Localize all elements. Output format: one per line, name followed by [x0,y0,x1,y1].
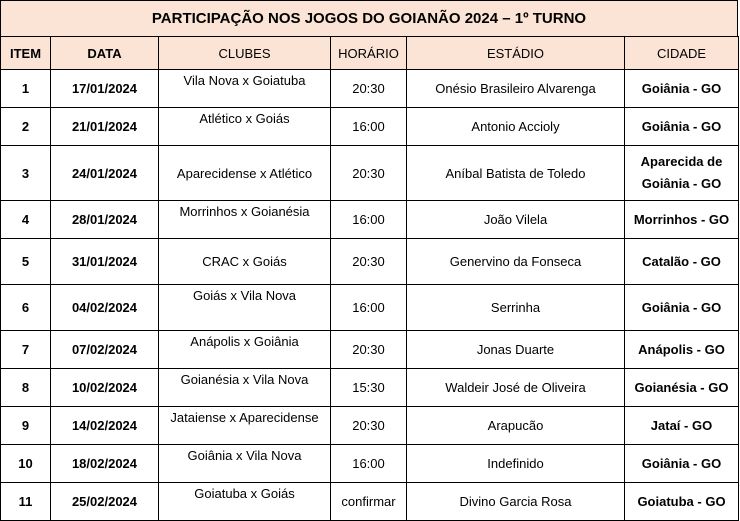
cell-time: 16:00 [331,201,407,239]
cell-item: 11 [1,483,51,521]
table-row [1,407,739,445]
cell-city: Goiânia - GO [625,108,739,146]
games-table [0,36,739,521]
cell-time: 20:30 [331,70,407,108]
cell-clubs: CRAC x Goiás [159,239,331,285]
cell-item: 6 [1,285,51,331]
cell-city: Morrinhos - GO [625,201,739,239]
cell-city: Aparecida de Goiânia - GO [625,146,739,201]
cell-stadium: Serrinha [407,285,625,331]
cell-time: 15:30 [331,369,407,407]
cell-date: 31/01/2024 [51,239,159,285]
cell-date: 28/01/2024 [51,201,159,239]
cell-time: 16:00 [331,285,407,331]
cell-city: Jataí - GO [625,407,739,445]
cell-item: 4 [1,201,51,239]
cell-date: 18/02/2024 [51,445,159,483]
cell-time: 20:30 [331,407,407,445]
cell-item: 9 [1,407,51,445]
cell-item: 10 [1,445,51,483]
cell-time: 20:30 [331,146,407,201]
cell-date: 07/02/2024 [51,331,159,369]
page-title: PARTICIPAÇÃO NOS JOGOS DO GOIANÃO 2024 – 1º TURNO [0,0,738,36]
cell-clubs: Goiânia x Vila Nova [159,445,331,483]
cell-stadium: Waldeir José de Oliveira [407,369,625,407]
cell-date: 24/01/2024 [51,146,159,201]
cell-clubs: Goiás x Vila Nova [159,285,331,331]
cell-clubs: Jataiense x Aparecidense [159,407,331,445]
cell-date: 14/02/2024 [51,407,159,445]
cell-city: Goianésia - GO [625,369,739,407]
cell-city: Goiatuba - GO [625,483,739,521]
table-row [1,108,739,146]
header-data: DATA [51,37,159,70]
cell-city: Goiânia - GO [625,285,739,331]
cell-date: 25/02/2024 [51,483,159,521]
table-row [1,369,739,407]
table-row [1,239,739,285]
header-horario: HORÁRIO [331,37,407,70]
cell-city: Goiânia - GO [625,70,739,108]
header-cidade: CIDADE [625,37,739,70]
cell-stadium: Genervino da Fonseca [407,239,625,285]
table-row [1,331,739,369]
cell-time: 16:00 [331,108,407,146]
cell-stadium: Onésio Brasileiro Alvarenga [407,70,625,108]
cell-clubs: Morrinhos x Goianésia [159,201,331,239]
table-row [1,445,739,483]
cell-stadium: Indefinido [407,445,625,483]
header-estadio: ESTÁDIO [407,37,625,70]
table-row [1,201,739,239]
cell-date: 04/02/2024 [51,285,159,331]
header-clubes: CLUBES [159,37,331,70]
cell-clubs: Vila Nova x Goiatuba [159,70,331,108]
header-item: ITEM [1,37,51,70]
table-row [1,146,739,201]
cell-date: 17/01/2024 [51,70,159,108]
cell-clubs: Aparecidense x Atlético [159,146,331,201]
cell-stadium: Antonio Accioly [407,108,625,146]
cell-date: 10/02/2024 [51,369,159,407]
header-row [1,37,739,70]
cell-time: confirmar [331,483,407,521]
cell-item: 1 [1,70,51,108]
cell-date: 21/01/2024 [51,108,159,146]
cell-city: Goiânia - GO [625,445,739,483]
cell-time: 16:00 [331,445,407,483]
cell-city: Anápolis - GO [625,331,739,369]
table-row [1,483,739,521]
cell-item: 3 [1,146,51,201]
table-row [1,285,739,331]
cell-clubs: Goiatuba x Goiás [159,483,331,521]
cell-item: 8 [1,369,51,407]
cell-item: 7 [1,331,51,369]
cell-item: 5 [1,239,51,285]
cell-item: 2 [1,108,51,146]
cell-time: 20:30 [331,331,407,369]
table-row [1,70,739,108]
cell-stadium: Aníbal Batista de Toledo [407,146,625,201]
cell-stadium: Divino Garcia Rosa [407,483,625,521]
cell-stadium: Arapucão [407,407,625,445]
cell-stadium: João Vilela [407,201,625,239]
cell-stadium: Jonas Duarte [407,331,625,369]
cell-time: 20:30 [331,239,407,285]
cell-city: Catalão - GO [625,239,739,285]
cell-clubs: Anápolis x Goiânia [159,331,331,369]
cell-clubs: Atlético x Goiás [159,108,331,146]
cell-clubs: Goianésia x Vila Nova [159,369,331,407]
